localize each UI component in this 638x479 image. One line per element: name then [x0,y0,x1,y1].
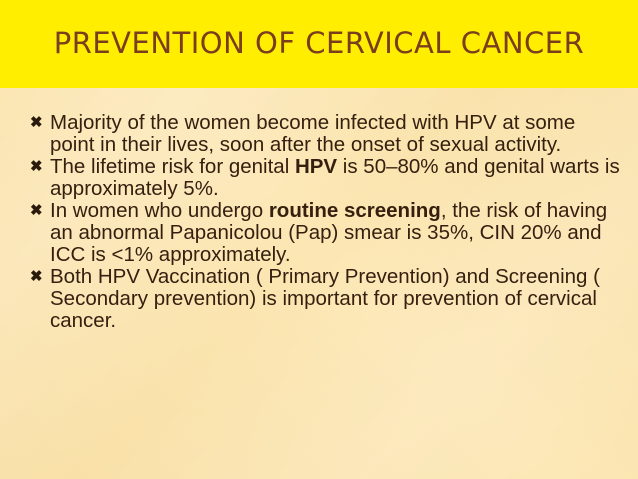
bullet-item [30,200,620,266]
x-mark-bullet-icon: ✖ [30,114,43,131]
bullet-list [30,112,620,332]
bullet-text: In women who undergo routine screening, the risk of having an abnormal Papanicolou (Pap) smear is 35%, CIN 20% and ICC is <1% approximately. [50,199,608,266]
bullet-text: Both HPV Vaccination ( Primary Prevention) and Screening ( Secondary prevention) is important for prevention of cervical cancer. [50,265,600,332]
bullet-item [30,156,620,200]
bullet-text: The lifetime risk for genital HPV is 50–80% and genital warts is approximately 5%. [50,155,620,200]
bullet-item [30,112,620,156]
x-mark-bullet-icon: ✖ [30,158,43,175]
x-mark-bullet-icon: ✖ [30,202,43,219]
bullet-item [30,266,620,332]
bullet-text: Majority of the women become infected with HPV at some point in their lives, soon after the onset of sexual activity. [50,111,576,156]
slide-title: PREVENTION OF CERVICAL CANCER [53,26,585,60]
x-mark-bullet-icon: ✖ [30,268,43,285]
